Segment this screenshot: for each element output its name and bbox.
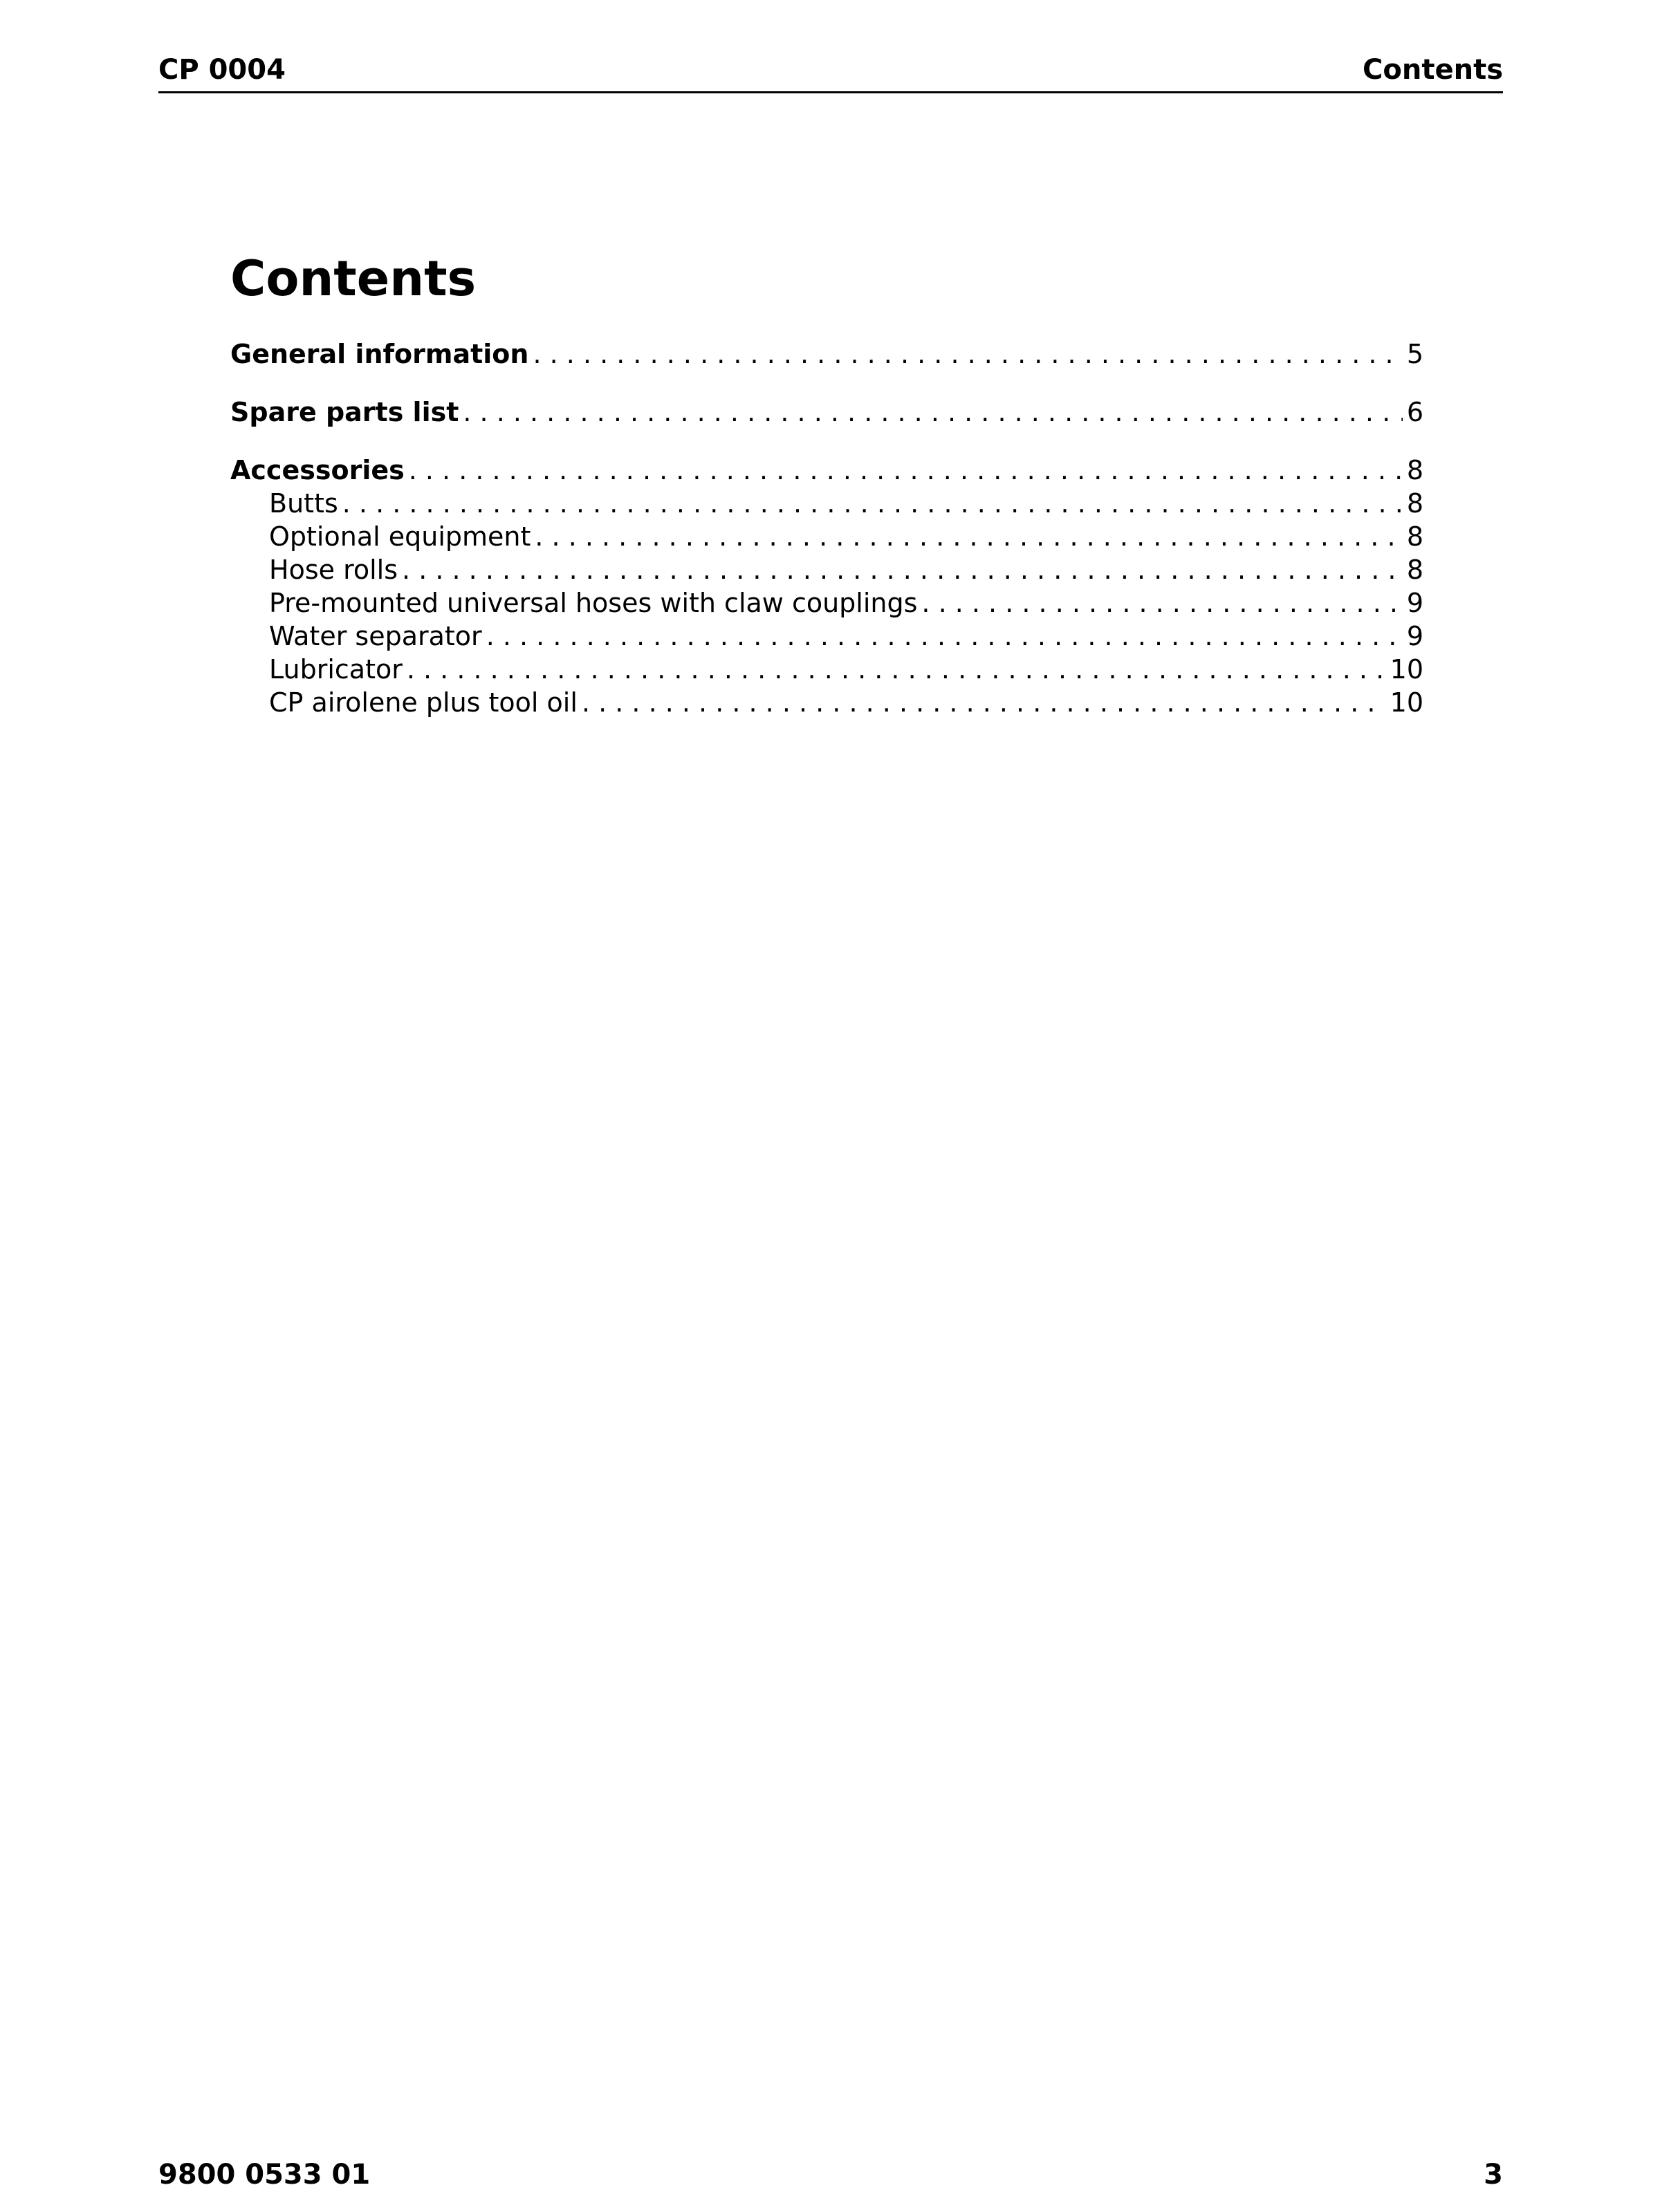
part-number: 9800 0533 01 <box>158 2159 371 2191</box>
toc-entry-hose-rolls[interactable] <box>230 553 1423 586</box>
dot-leader <box>463 396 1402 429</box>
doc-code: CP 0004 <box>158 54 286 86</box>
toc-entry-tool-oil[interactable] <box>230 686 1423 719</box>
toc-entry-label: Butts <box>269 488 338 519</box>
dot-leader <box>582 686 1386 719</box>
page-number: 3 <box>1484 2159 1503 2191</box>
dot-leader <box>533 337 1402 371</box>
toc-entry-page: 10 <box>1390 654 1423 685</box>
toc-entry-accessories[interactable] <box>230 454 1423 487</box>
toc-entry-label: Optional equipment <box>269 521 531 552</box>
toc-entry-lubricator[interactable] <box>230 653 1423 686</box>
page-header <box>158 50 1503 93</box>
toc-entry-spare-parts-list[interactable] <box>230 396 1423 429</box>
dot-leader <box>535 520 1402 553</box>
toc-entry-page: 9 <box>1406 621 1423 651</box>
dot-leader <box>407 653 1386 686</box>
table-of-contents <box>230 337 1423 719</box>
toc-entry-page: 8 <box>1406 521 1423 552</box>
toc-entry-general-information[interactable] <box>230 337 1423 371</box>
toc-entry-label: Lubricator <box>269 654 403 685</box>
dot-leader <box>342 487 1403 520</box>
toc-entry-page: 8 <box>1406 455 1423 485</box>
dot-leader <box>402 553 1403 586</box>
toc-entry-page: 8 <box>1406 555 1423 585</box>
dot-leader <box>409 454 1403 487</box>
toc-entry-page: 10 <box>1390 687 1423 718</box>
toc-entry-page: 9 <box>1406 588 1423 618</box>
dot-leader <box>921 586 1402 620</box>
toc-entry-label: Spare parts list <box>230 397 459 427</box>
toc-entry-label: Accessories <box>230 455 405 485</box>
toc-entry-label: Hose rolls <box>269 555 398 585</box>
toc-entry-label: Pre-mounted universal hoses with claw couplings <box>269 588 918 618</box>
header-section-title: Contents <box>1363 54 1503 86</box>
toc-entry-pre-mounted-hoses[interactable] <box>230 586 1423 620</box>
toc-entry-optional-equipment[interactable] <box>230 520 1423 553</box>
dot-leader <box>486 620 1403 653</box>
toc-entry-label: CP airolene plus tool oil <box>269 687 578 718</box>
toc-entry-label: General information <box>230 339 529 369</box>
toc-entry-page: 6 <box>1406 397 1423 427</box>
toc-entry-page: 8 <box>1406 488 1423 519</box>
toc-entry-page: 5 <box>1406 339 1423 369</box>
page-title: Contents <box>230 250 477 307</box>
toc-entry-butts[interactable] <box>230 487 1423 520</box>
toc-entry-label: Water separator <box>269 621 482 651</box>
toc-entry-water-separator[interactable] <box>230 620 1423 653</box>
